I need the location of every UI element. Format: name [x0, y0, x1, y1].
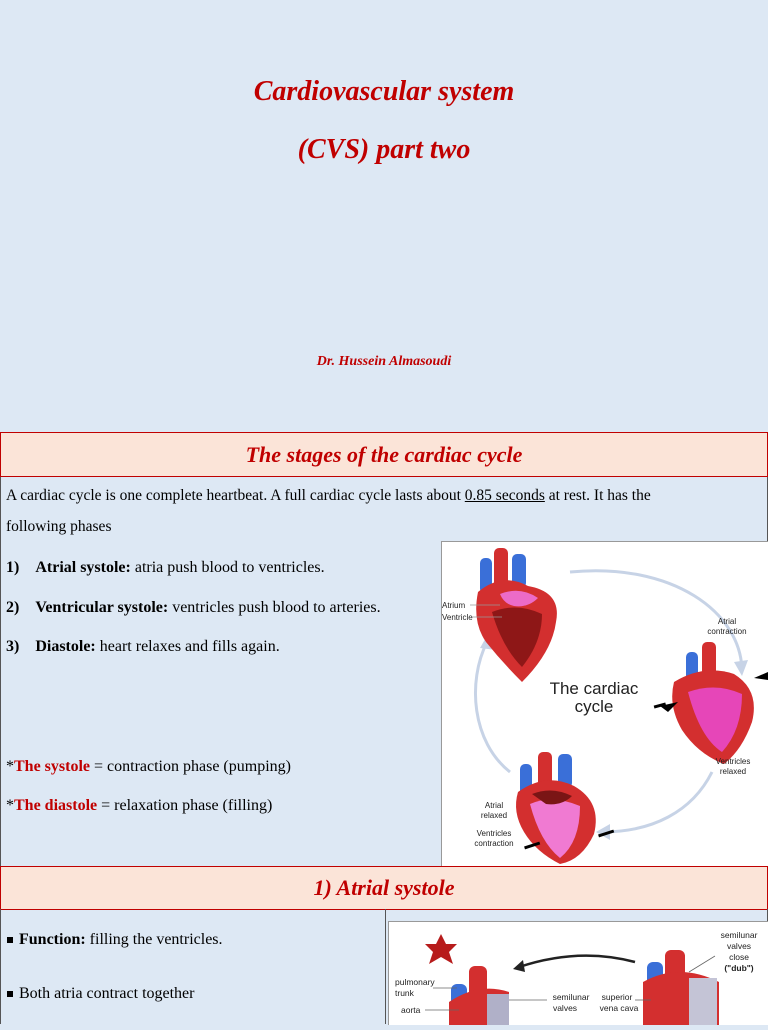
label-atrial-contraction-1: Atrial [717, 617, 737, 626]
phase-number: 3) [6, 638, 20, 655]
section-heading-atrial-systole: 1) Atrial systole [0, 866, 768, 910]
bullet-desc: filling the ventricles. [85, 931, 223, 948]
section-heading-cardiac-cycle: The stages of the cardiac cycle [0, 432, 768, 477]
phase-term: Diastole: [35, 638, 96, 655]
heart-icon [654, 642, 768, 764]
bullet-desc: Both atria contract together [19, 985, 195, 1002]
label-semilunar-close-4: ("dub") [724, 963, 754, 973]
label-atrial-contraction-2: contraction [707, 627, 747, 636]
atrial-systole-figure [388, 921, 768, 1025]
phase-term: Ventricular systole: [35, 599, 169, 616]
cycle-duration: 0.85 seconds [464, 487, 545, 504]
label-pulmonary-1: pulmonary [395, 977, 435, 987]
heart-icon [516, 752, 614, 864]
intro-text-c: following phases [6, 518, 112, 535]
heart-icon [476, 548, 557, 682]
label-superior-1: superior [601, 992, 633, 1002]
label-aorta: aorta [401, 1005, 421, 1015]
phase-desc: atria push blood to ventricles. [134, 559, 325, 576]
label-semilunar-close-3: close [729, 952, 749, 962]
bullet-icon [7, 991, 13, 997]
label-superior-2: vena cava [599, 1003, 639, 1013]
label-ventricles-contraction-1: Ventricles [476, 829, 512, 838]
center-label-2: cycle [574, 697, 614, 716]
atrial-systole-diagram [389, 922, 768, 1025]
label-semilunar-close-2: valves [726, 941, 752, 951]
label-ventricles-relaxed-1: Ventricles [715, 757, 751, 766]
phase-item [6, 559, 325, 577]
label-ventricle: Ventricle [442, 613, 473, 622]
author: Dr. Hussein Almasoudi [316, 354, 452, 369]
label-pulmonary-2: trunk [395, 988, 414, 998]
bullet-term: Function: [19, 931, 86, 948]
phase-item [6, 599, 381, 617]
diastole-term: The diastole [14, 797, 98, 814]
systole-definition: *The systole = contraction phase (pumping) [6, 758, 291, 775]
label-ventricles-contraction-2: contraction [474, 839, 514, 848]
systole-term: The systole [14, 758, 90, 775]
intro-text-a: A cardiac cycle is one complete heartbeat. A full cardiac cycle lasts about [6, 487, 461, 504]
heart-icon [643, 950, 719, 1025]
center-label-1: The cardiac [549, 679, 639, 698]
label-atrium: Atrium [442, 601, 466, 610]
label-semilunar-valves-1: semilunar [552, 992, 590, 1002]
bullet-icon [7, 937, 13, 943]
phase-item [6, 638, 280, 656]
intro-text-b: at rest. It has the [548, 487, 651, 504]
label-semilunar-close-1: semilunar [720, 930, 758, 940]
bullet-function [7, 931, 223, 949]
title-line-2: (CVS) part two [297, 134, 471, 165]
phase-desc: heart relaxes and fills again. [99, 638, 280, 655]
title-slide [0, 0, 768, 432]
intro-paragraph [6, 480, 763, 542]
column-divider [385, 909, 386, 1024]
label-atrial-relaxed-2: relaxed [480, 811, 508, 820]
heart-icon [449, 966, 509, 1025]
systole-desc: = contraction phase (pumping) [90, 758, 291, 775]
phase-term: Atrial systole: [35, 559, 131, 576]
cardiac-cycle-figure [441, 541, 768, 867]
cardiac-cycle-diagram [442, 542, 768, 866]
diastole-definition: *The diastole = relaxation phase (filling) [6, 797, 273, 814]
phase-number: 2) [6, 599, 20, 616]
star-icon [425, 934, 457, 964]
phase-number: 1) [6, 559, 20, 576]
phase-desc: ventricles push blood to arteries. [172, 599, 381, 616]
title-line-1: Cardiovascular system [253, 76, 515, 107]
diastole-desc: = relaxation phase (filling) [97, 797, 273, 814]
label-atrial-relaxed-1: Atrial [484, 801, 504, 810]
bullet-atria [7, 985, 194, 1003]
label-ventricles-relaxed-2: relaxed [719, 767, 747, 776]
label-semilunar-valves-2: valves [552, 1003, 578, 1013]
